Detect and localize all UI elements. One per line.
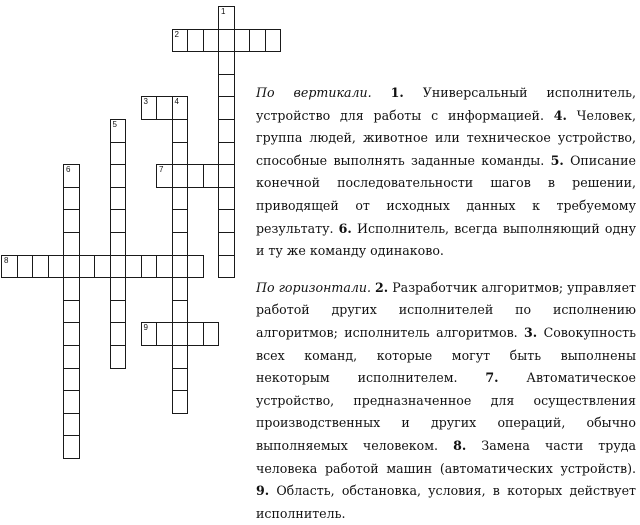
clue-number-label: 6 [66,165,71,175]
clue-text: Описание конечной последовательности шагов в решении, приводящей от исходных данных к требуемому результату. [256,152,637,236]
clue-text: Область, обстановка, условия, в которых действует исполнитель. [256,483,636,521]
crossword-cell[interactable] [218,96,235,120]
crossword-cell-8[interactable] [1,255,18,279]
clues-across-heading: По горизонтали. [256,279,372,295]
crossword-cell[interactable] [156,96,173,120]
crossword-cell[interactable] [172,142,189,166]
crossword-cell[interactable] [218,164,235,188]
clue-number: 3. [524,324,538,340]
crossword-cell[interactable] [141,255,158,279]
crossword-cell[interactable] [203,322,220,346]
clue-number: 7. [485,370,499,386]
crossword-cell[interactable] [172,187,189,211]
crossword-cell[interactable] [110,277,127,301]
crossword-cell[interactable] [63,255,80,279]
crossword-cell[interactable] [172,232,189,256]
clue-number-label: 4 [174,97,179,107]
crossword-cell[interactable] [218,187,235,211]
clue-number-label: 8 [4,255,9,265]
clue-number-label: 7 [159,165,164,175]
crossword-cell[interactable] [187,164,204,188]
crossword-cell[interactable] [32,255,49,279]
crossword-cell[interactable] [172,277,189,301]
crossword-cell[interactable] [203,164,220,188]
clue-text: Разработчик алгоритмов; управляет работой других исполнителей по исполнению алгоритмов; исполнитель алгоритмов. [256,279,637,340]
crossword-cell[interactable] [172,209,189,233]
clue-number-label: 2 [174,29,179,39]
clue-number-label: 1 [221,7,226,16]
crossword-cell[interactable] [110,300,127,324]
clue-number: 4. [553,107,567,123]
crossword-cell[interactable] [63,300,80,324]
crossword-cell[interactable] [218,142,235,166]
crossword-cell[interactable] [63,209,80,233]
crossword-cell[interactable] [110,164,127,188]
crossword-cell[interactable] [94,255,111,279]
clue-across-9 [256,483,636,521]
crossword-cell[interactable] [218,74,235,98]
clue-text: Замена части труда человека работой машин (автоматических устройств). [256,437,637,476]
clue-text: Автоматическое устройство, предназначенное для осуществления производственных и других операций, обычно выполняемых человеком. [256,370,636,453]
crossword-cell-1[interactable] [218,6,235,30]
crossword-cell[interactable] [63,277,80,301]
crossword-cell[interactable] [110,187,127,211]
clue-text: Универсальный исполнитель, устройство для работы с информацией. [256,85,636,123]
crossword-cell-9[interactable] [141,322,158,346]
crossword-cell[interactable] [172,300,189,324]
crossword-cell[interactable] [172,164,189,188]
crossword-cell[interactable] [218,119,235,143]
crossword-cell[interactable] [63,232,80,256]
clue-number: 9. [256,483,270,499]
clue-text: Человек, группа людей, животное или техническое устройство, способные выполнять заданные команды. [256,107,636,168]
crossword-cell-5[interactable] [110,119,127,143]
crossword-cell[interactable] [218,51,235,75]
crossword-cell[interactable] [172,368,189,392]
crossword-cell-2[interactable] [172,29,189,53]
crossword-cell[interactable] [125,255,142,279]
crossword-cell[interactable] [63,187,80,211]
crossword-cell-7[interactable] [156,164,173,188]
crossword-cell[interactable] [79,255,96,279]
clues-down-heading: По вертикали. [256,85,372,100]
crossword-cell[interactable] [110,232,127,256]
clue-number-label: 9 [143,323,148,333]
crossword-cell[interactable] [218,29,235,53]
crossword-cell[interactable] [187,322,204,346]
crossword-cell[interactable] [249,29,266,53]
crossword-cell[interactable] [203,29,220,53]
crossword-cell[interactable] [63,368,80,392]
clues-across [256,277,636,525]
crossword-cell[interactable] [48,255,65,279]
crossword-cell-3[interactable] [141,96,158,120]
crossword-cell[interactable] [172,390,189,414]
crossword-cell[interactable] [156,322,173,346]
crossword-cell[interactable] [172,119,189,143]
crossword-cell[interactable] [63,413,80,437]
crossword-cell[interactable] [218,232,235,256]
crossword-cell-6[interactable] [63,164,80,188]
clues-down [256,82,636,263]
crossword-cell[interactable] [172,255,189,279]
crossword-cell[interactable] [110,142,127,166]
crossword-cell[interactable] [187,29,204,53]
clue-text: Исполнитель, всегда выполняющий одну и ту же команду одинаково. [256,220,637,259]
clue-number: 5. [550,152,564,168]
clue-number-label: 3 [143,97,148,107]
crossword-cell[interactable] [187,255,204,279]
crossword-cell[interactable] [234,29,251,53]
crossword-cell[interactable] [63,345,80,369]
clue-number: 1. [390,85,404,100]
crossword-cell[interactable] [63,390,80,414]
clues-panel [256,82,636,525]
crossword-cell[interactable] [172,322,189,346]
clue-text: Совокупность всех команд, которые могут быть выполнены некоторым исполнителем. [256,324,637,386]
crossword-cell[interactable] [172,345,189,369]
crossword-cell[interactable] [110,322,127,346]
crossword-cell[interactable] [265,29,282,53]
crossword-cell-4[interactable] [172,96,189,120]
crossword-cell[interactable] [110,255,127,279]
clue-number: 6. [338,220,352,236]
crossword-cell[interactable] [156,255,173,279]
crossword-cell[interactable] [218,255,235,279]
crossword-cell[interactable] [63,435,80,459]
crossword-cell[interactable] [110,209,127,233]
crossword-cell[interactable] [110,345,127,369]
crossword-cell[interactable] [218,209,235,233]
crossword-cell[interactable] [17,255,34,279]
clue-number: 2. [375,279,389,295]
clue-number-label: 5 [112,120,117,129]
clue-number: 8. [453,437,467,453]
crossword-cell[interactable] [63,322,80,346]
